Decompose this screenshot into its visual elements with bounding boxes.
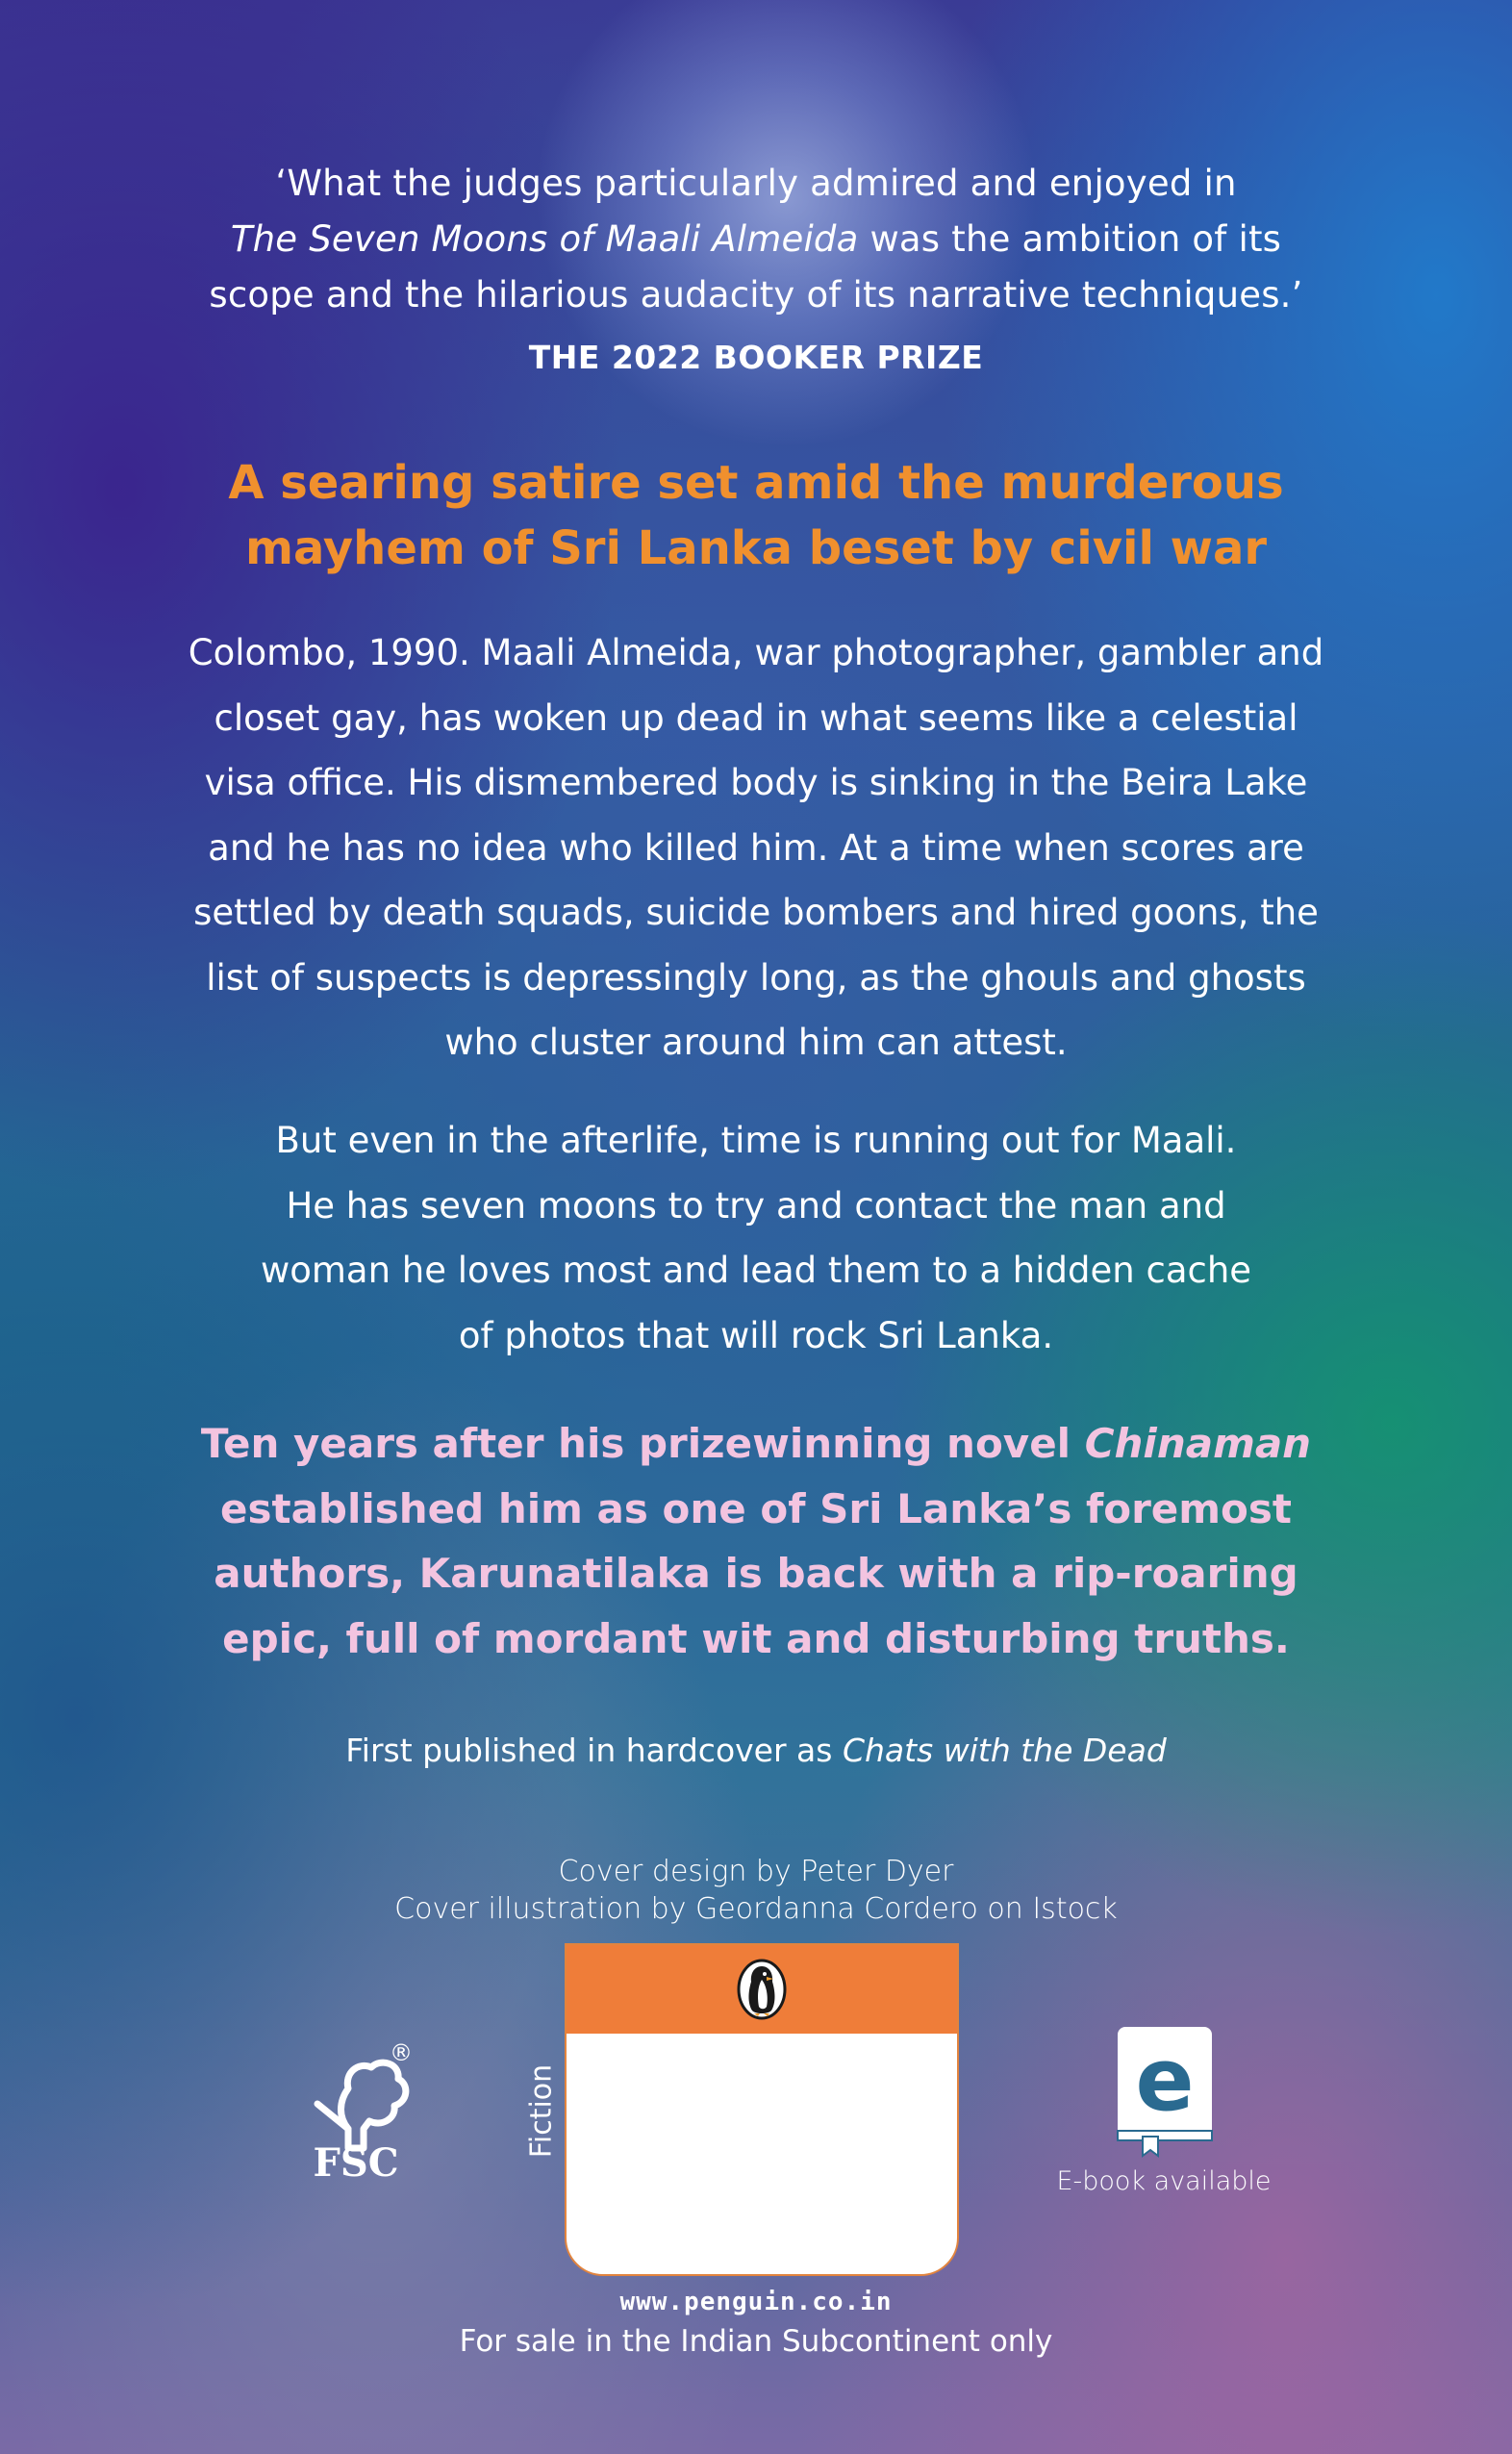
blurb-paragraph-2 — [0, 1108, 1512, 1368]
headline — [0, 450, 1512, 581]
ebook-glyph: e — [1135, 2030, 1195, 2131]
cover-credits — [0, 1853, 1512, 1928]
para1-line: and he has no idea who killed him. At a time when scores are — [208, 826, 1304, 869]
sale-restriction: For sale in the Indian Subcontinent only — [459, 2324, 1053, 2359]
fsc-label: FSC — [313, 2140, 399, 2186]
first-published-start: First published in hardcover as — [345, 1732, 843, 1769]
author-paragraph — [0, 1411, 1512, 1671]
pink-line-4: epic, full of mordant wit and disturbing truths. — [222, 1614, 1290, 1662]
ebook-icon — [1114, 2023, 1216, 2158]
penguin-logo-icon — [737, 1959, 787, 2020]
para2-line: woman he loves most and lead them to a hidden cache — [260, 1250, 1252, 1291]
para1-line: closet gay, has woken up dead in what seems like a celestial — [214, 696, 1298, 739]
cover-design-credit: Cover design by Peter Dyer — [558, 1855, 954, 1888]
first-published-title: Chats with the Dead — [842, 1732, 1167, 1769]
badge-orange-band — [567, 1945, 957, 2034]
para1-line: Colombo, 1990. Maali Almeida, war photographer, gambler and — [188, 632, 1324, 673]
pink-line-1-title: Chinaman — [1084, 1420, 1312, 1467]
pink-line-1-start: Ten years after his prizewinning novel — [200, 1420, 1085, 1467]
headline-line-2: mayhem of Sri Lanka beset by civil war — [244, 521, 1268, 575]
review-quote — [0, 156, 1512, 323]
para1-line: who cluster around him can attest. — [444, 1022, 1068, 1063]
ebook-label: E-book available — [1056, 2166, 1272, 2196]
para1-line: list of suspects is depressingly long, as the ghouls and ghosts — [206, 956, 1306, 999]
quote-line-3: scope and the hilarious audacity of its narrative techniques.’ — [209, 274, 1303, 316]
blurb-paragraph-1 — [0, 620, 1512, 1075]
quote-line-2 — [0, 212, 1512, 267]
headline-line-1: A searing satire set amid the murderous — [228, 456, 1284, 510]
quote-book-title: The Seven Moons of Maali Almeida — [230, 218, 859, 260]
penguin-badge — [565, 1943, 959, 2276]
publisher-url: www.penguin.co.in — [619, 2288, 893, 2316]
pink-line-2: established him as one of Sri Lanka’s foremost — [220, 1484, 1292, 1532]
category-label: Fiction — [524, 2063, 559, 2159]
fsc-registered-mark: ® — [390, 2039, 413, 2066]
pink-line-3: authors, Karunatilaka is back with a rip-roaring — [214, 1550, 1298, 1597]
quote-line-2-rest: was the ambition of its — [858, 218, 1282, 260]
para2-line: He has seven moons to try and contact the man and — [286, 1184, 1226, 1227]
quote-line-1: ‘What the judges particularly admired and enjoyed in — [275, 163, 1237, 204]
para1-line: visa office. His dismembered body is sinking in the Beira Lake — [204, 762, 1308, 803]
para2-line: of photos that will rock Sri Lanka. — [458, 1314, 1054, 1356]
pink-line-1 — [0, 1411, 1512, 1477]
para2-line: But even in the afterlife, time is running out for Maali. — [275, 1120, 1237, 1161]
quote-attribution: THE 2022 BOOKER PRIZE — [528, 339, 984, 376]
first-published-note — [0, 1732, 1512, 1769]
cover-illustration-credit: Cover illustration by Geordanna Cordero on Istock — [394, 1892, 1118, 1926]
para1-line: settled by death squads, suicide bombers and hired goons, the — [193, 892, 1319, 933]
